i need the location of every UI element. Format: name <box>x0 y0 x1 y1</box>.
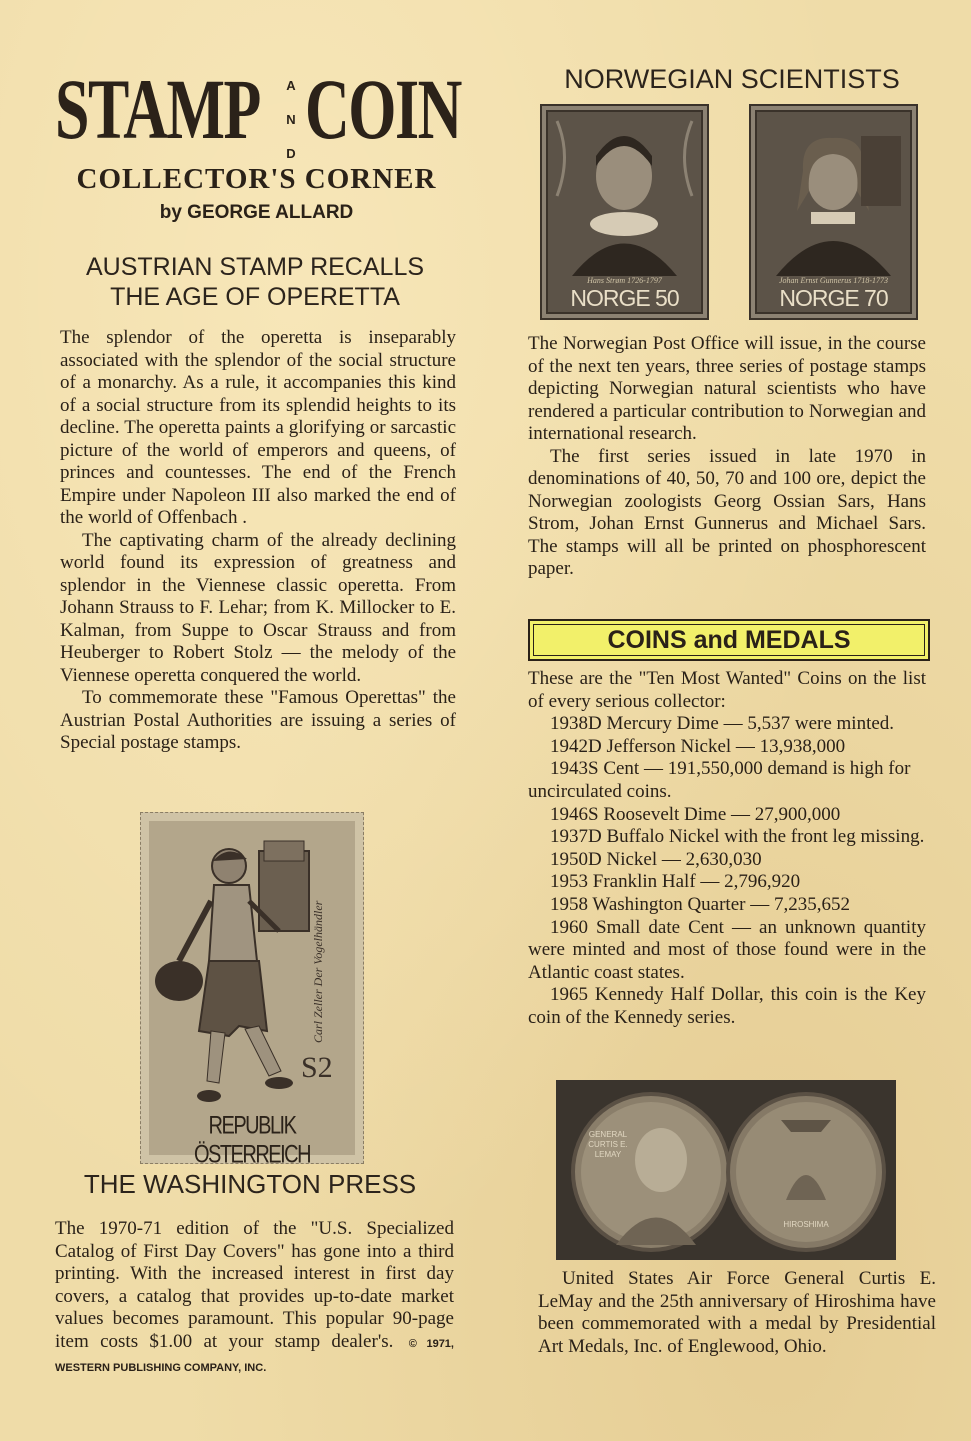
paragraph: The splendor of the operetta is inseparably associated with the splendor of the social structure of a monarchy. As a rule, it accompanies this kind of a social structure from its splendid heights to its decline. The operetta paints a glorifying or sarcastic picture of the world of emperors and queens, of princes and countesses. The end of the French Empire under Napoleon III also marked the end of the world of Offenbach . <box>60 327 456 528</box>
coins-list <box>528 668 926 1030</box>
austrian-article <box>60 327 456 755</box>
list-item: 1938D Mercury Dime — 5,537 were minted. <box>550 713 895 735</box>
masthead <box>55 61 461 163</box>
list-item: 1946S Roosevelt Dime — 27,900,000 <box>550 803 841 825</box>
medal-right-text: HIROSHIMA <box>783 1220 829 1229</box>
list-item: 1958 Washington Quarter — 7,235,652 <box>550 893 850 915</box>
list-item: 1965 Kennedy Half Dollar, this coin is the Key coin of the Kennedy series. <box>528 984 926 1028</box>
paragraph: The 1970-71 edition of the "U.S. Specialized Catalog of First Day Covers" has gone into a third printing. With the increased interest in first day covers, a catalog that provides up-to-date market values becomes paramount. This popular 90-page item costs $1.00 at your stamp dealer's. <box>55 1218 454 1352</box>
norge-50-label: NORGE 50 <box>570 285 679 311</box>
paragraph: To commemorate these "Famous Operettas" the Austrian Postal Authorities are issuing a series of Special postage stamps. <box>60 687 456 753</box>
austrian-stamp <box>140 812 364 1169</box>
subtitle: COLLECTOR'S CORNER <box>76 163 437 195</box>
norge-70-label: NORGE 70 <box>779 285 888 311</box>
medal-left-text: GENERAL CURTIS E. LEMAY <box>588 1130 628 1159</box>
norge-stamp-70: Johan Ernst Gunnerus 1718-1773 NORGE 70 <box>749 104 918 320</box>
list-item: 1943S Cent — 191,550,000 demand is high for uncirculated coins. <box>528 758 911 802</box>
coins-and-medals-banner: COINS and MEDALS <box>528 619 930 661</box>
medal-image <box>556 1080 896 1260</box>
masthead-coin: COIN <box>305 61 461 157</box>
masthead-stamp: STAMP <box>55 61 260 157</box>
austrian-headline: AUSTRIAN STAMP RECALLS THE AGE OF OPERETTA <box>85 253 425 311</box>
byline: by GEORGE ALLARD <box>159 202 354 223</box>
stamp-country: REPUBLIK ÖSTERREICH <box>193 1112 311 1169</box>
list-item: 1950D Nickel — 2,630,030 <box>550 848 762 870</box>
stamp-vertical-text: Carl Zeller Der Vogelhändler <box>311 900 325 1043</box>
paragraph: The captivating charm of the already declining world found its expression of greatness and splendor in the Viennese classic operetta. From Johann Strauss to F. Lehar; from K. Millocker to E. Kalman, from Suppe to Oscar Strauss and from Heuberger to Robert Stolz — the melody of the Viennese operetta conquered the world. <box>60 529 456 686</box>
masthead-and: A N D <box>283 78 299 163</box>
coins-intro: These are the "Ten Most Wanted" Coins on the list of every serious collector: <box>528 668 926 712</box>
norwegian-article <box>528 333 926 581</box>
stamp-value: S2 <box>301 1051 333 1084</box>
norwegian-headline: NORWEGIAN SCIENTISTS <box>564 64 900 94</box>
lemay-medal-photo <box>556 1080 896 1260</box>
list-item: 1953 Franklin Half — 2,796,920 <box>550 871 801 893</box>
paragraph: The Norwegian Post Office will issue, in the course of the next ten years, three series of postage stamps depicting Norwegian natural scientists who have rendered a particular contribution to Norwegian and international research. <box>528 333 926 444</box>
portrait-gunnerus <box>761 116 906 276</box>
list-item: 1937D Buffalo Nickel with the front leg missing. <box>550 826 925 848</box>
portrait-strom <box>552 116 697 276</box>
copyright: © 1971, WESTERN PUBLISHING COMPANY, INC. <box>55 1337 454 1374</box>
list-item: 1942D Jefferson Nickel — 13,938,000 <box>550 735 846 757</box>
list-item: 1960 Small date Cent — an unknown quantity were minted and most of those found were in the Atlantic coast states. <box>528 916 926 983</box>
paragraph: The first series issued in late 1970 in denominations of 40, 50, 70 and 100 ore, depict the Norwegian zoologists Georg Ossian Sars, Hans Strom, Johan Ernst Gunnerus and Michael Sars. The stamps will all be printed on phosphorescent paper. <box>528 445 926 579</box>
washington-article <box>55 1218 454 1380</box>
medal-caption: United States Air Force General Curtis E. LeMay and the 25th anniversary of Hiroshima have been commemorated with a medal by Presidential Art Medals, Inc. of Englewood, Ohio. <box>538 1268 936 1357</box>
washington-headline: THE WASHINGTON PRESS <box>83 1169 417 1199</box>
norge-stamp-50: Hans Strøm 1726-1797 NORGE 50 <box>540 104 709 320</box>
